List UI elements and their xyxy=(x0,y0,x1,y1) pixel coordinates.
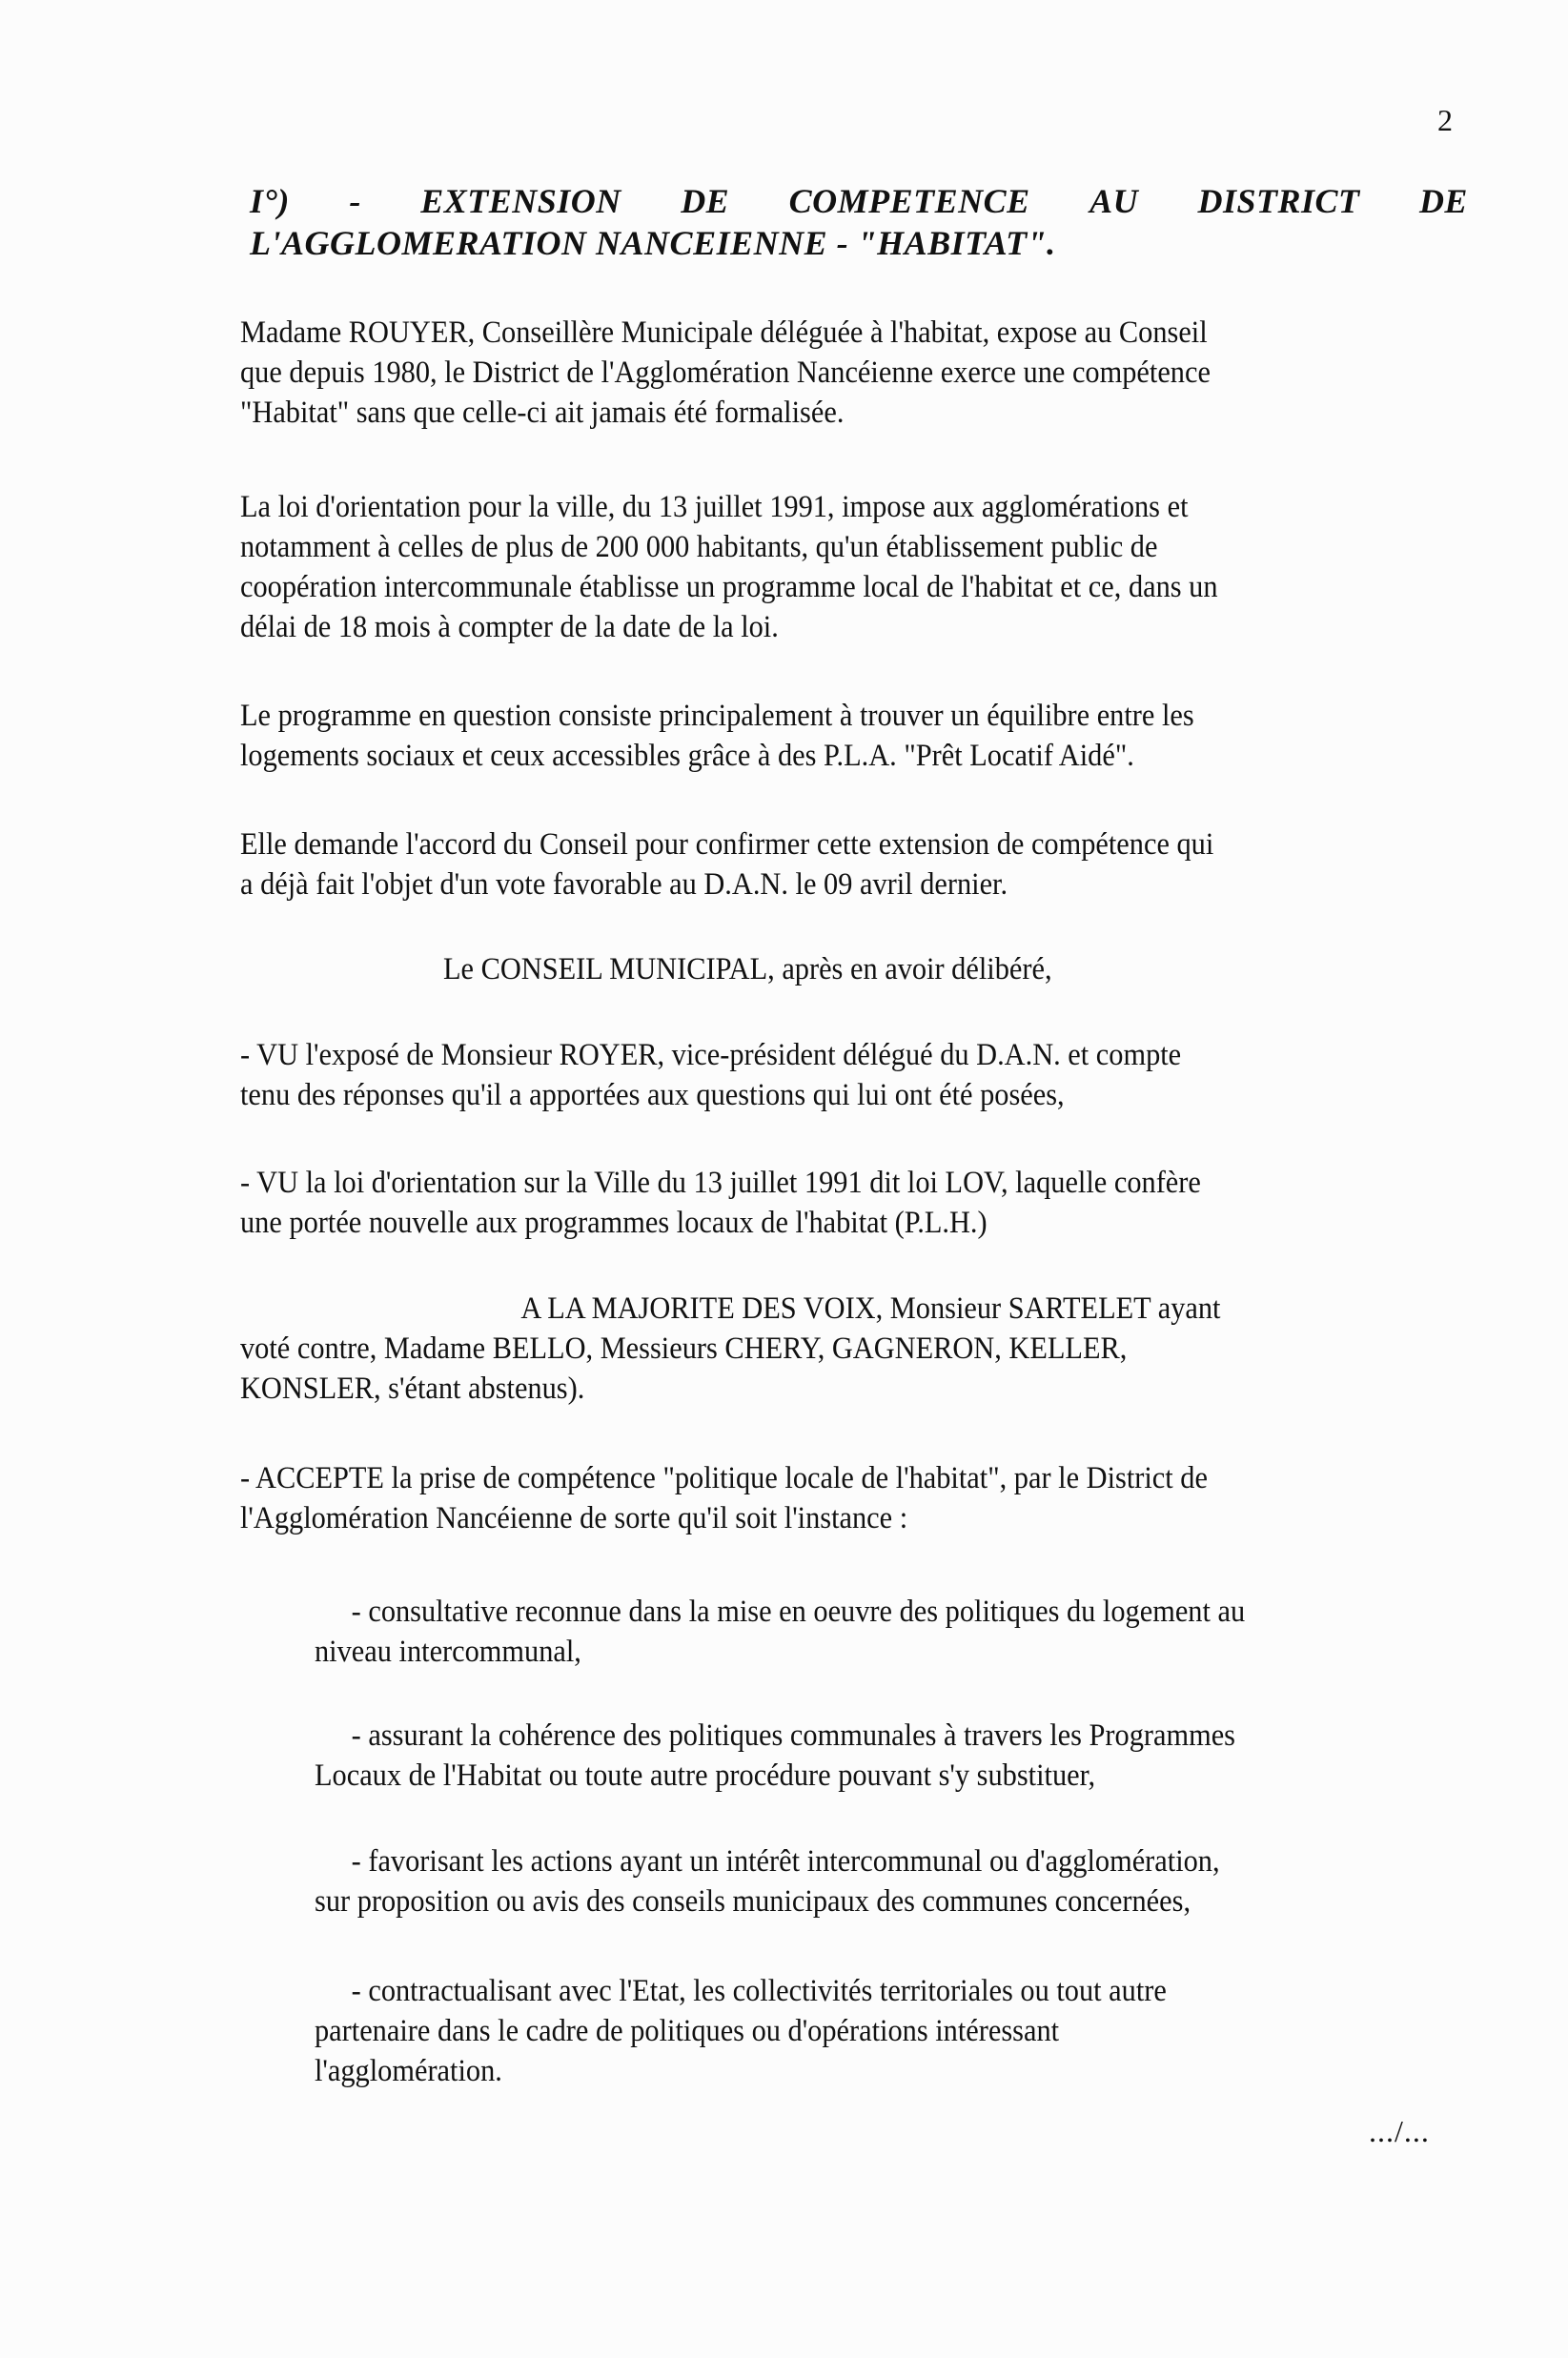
paragraph-programme xyxy=(240,696,1380,776)
text-line: Locaux de l'Habitat ou toute autre procédure pouvant s'y substituer, xyxy=(315,1758,1096,1793)
text-line: Le programme en question consiste principalement à trouver un équilibre entre les xyxy=(240,699,1194,733)
title-word: DE xyxy=(681,182,730,220)
text-line: La loi d'orientation pour la ville, du 13 juillet 1991, impose aux agglomérations et xyxy=(240,490,1189,524)
text-line: Madame ROUYER, Conseillère Municipale déléguée à l'habitat, expose au Conseil xyxy=(240,315,1208,350)
text-line: - contractualisant avec l'Etat, les collectivités territoriales ou tout autre xyxy=(351,1974,1167,2008)
title-word: - xyxy=(349,182,361,220)
list-item-contractualisant xyxy=(315,1971,1455,2091)
list-item-actions xyxy=(315,1841,1455,1921)
text-line: Elle demande l'accord du Conseil pour confirmer cette extension de compétence qui xyxy=(240,827,1214,862)
text-line: l'Agglomération Nancéienne de sorte qu'il soit l'instance : xyxy=(240,1501,908,1535)
title-line-2: L'AGGLOMERATION NANCEIENNE - "HABITAT". xyxy=(250,224,1056,262)
text-line: - assurant la cohérence des politiques communales à travers les Programmes xyxy=(351,1718,1235,1753)
title-word: DE xyxy=(1418,182,1468,220)
text-line: - favorisant les actions ayant un intérêt intercommunal ou d'agglomération, xyxy=(351,1844,1220,1879)
text-line: - VU l'exposé de Monsieur ROYER, vice-président délégué du D.A.N. et compte xyxy=(240,1038,1182,1072)
text-line: logements sociaux et ceux accessibles grâce à des P.L.A. "Prêt Locatif Aidé". xyxy=(240,739,1134,773)
text-line: partenaire dans le cadre de politiques ou d'opérations intéressant xyxy=(315,2014,1060,2048)
paragraph-accord xyxy=(240,824,1380,905)
text-line: l'agglomération. xyxy=(315,2054,502,2088)
text-line: "Habitat" sans que celle-ci ait jamais été formalisée. xyxy=(240,396,845,430)
text-line: KONSLER, s'étant abstenus). xyxy=(240,1372,585,1406)
text-line: - ACCEPTE la prise de compétence "politique locale de l'habitat", par le District de xyxy=(240,1461,1208,1495)
paragraph-expose xyxy=(240,313,1380,433)
text-line: notamment à celles de plus de 200 000 habitants, qu'un établissement public de xyxy=(240,530,1158,564)
list-item-consultative xyxy=(315,1592,1455,1672)
text-line: a déjà fait l'objet d'un vote favorable au D.A.N. le 09 avril dernier. xyxy=(240,867,1008,902)
title-word: I°) xyxy=(250,182,290,220)
title-word: AU xyxy=(1089,182,1139,220)
text-line: coopération intercommunale établisse un programme local de l'habitat et ce, dans un xyxy=(240,570,1218,604)
text-line: niveau intercommunal, xyxy=(315,1635,581,1669)
text-line: sur proposition ou avis des conseils municipaux des communes concernées, xyxy=(315,1884,1191,1919)
section-title xyxy=(250,181,1468,263)
text-line: A LA MAJORITE DES VOIX, Monsieur SARTELET ayant xyxy=(520,1291,1221,1326)
text-line: que depuis 1980, le District de l'Agglomération Nancéienne exerce une compétence xyxy=(240,356,1211,390)
title-line-1 xyxy=(250,181,1468,221)
text-line: - consultative reconnue dans la mise en oeuvre des politiques du logement au xyxy=(351,1595,1246,1629)
paragraph-accepte xyxy=(240,1458,1380,1538)
paragraph-vu-expose xyxy=(240,1035,1380,1115)
text-line: délai de 18 mois à compter de la date de la loi. xyxy=(240,610,779,644)
paragraph-loi xyxy=(240,487,1380,647)
list-item-coherence xyxy=(315,1716,1455,1796)
page-number: 2 xyxy=(1437,103,1453,137)
title-word: EXTENSION xyxy=(420,182,621,220)
text-line: une portée nouvelle aux programmes locaux de l'habitat (P.L.H.) xyxy=(240,1206,988,1240)
text-line: voté contre, Madame BELLO, Messieurs CHERY, GAGNERON, KELLER, xyxy=(240,1331,1128,1366)
text-line: - VU la loi d'orientation sur la Ville du 13 juillet 1991 dit loi LOV, laquelle confère xyxy=(240,1166,1201,1200)
continuation-mark: .../... xyxy=(1369,2114,1430,2148)
title-word: DISTRICT xyxy=(1197,182,1360,220)
paragraph-vu-loi xyxy=(240,1163,1380,1243)
title-word: COMPETENCE xyxy=(788,182,1030,220)
deliberation-heading: Le CONSEIL MUNICIPAL, après en avoir délibéré, xyxy=(443,952,1052,986)
paragraph-vote xyxy=(240,1289,1380,1409)
text-line: tenu des réponses qu'il a apportées aux questions qui lui ont été posées, xyxy=(240,1078,1065,1112)
